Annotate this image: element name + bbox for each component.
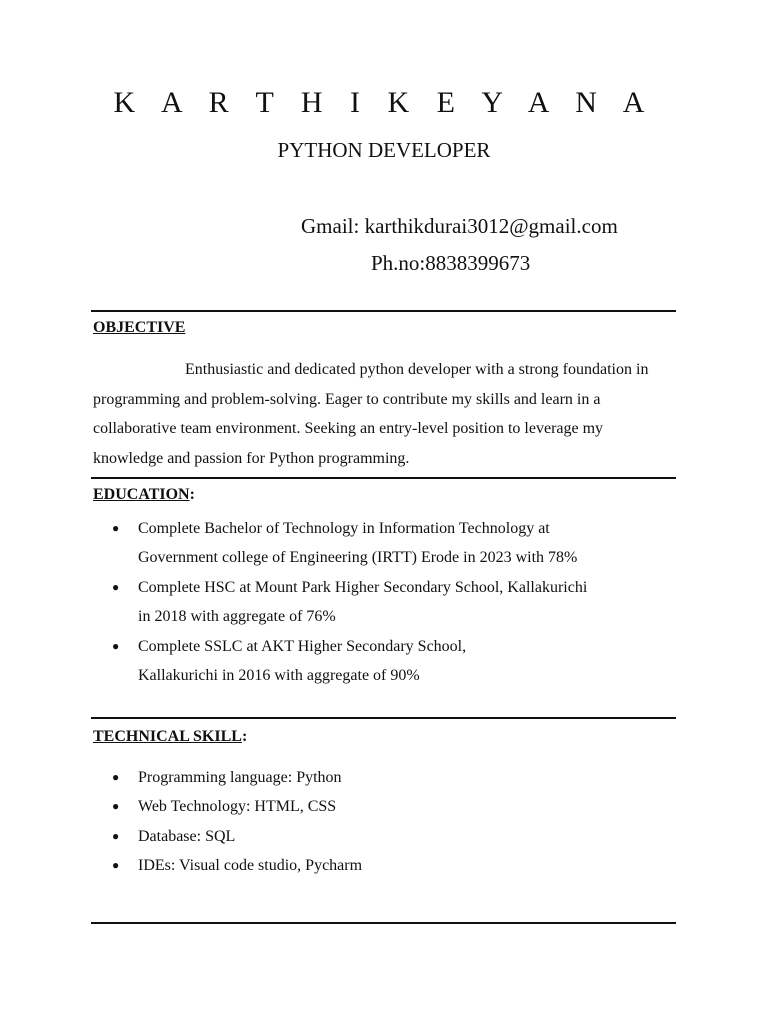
list-item — [112, 632, 672, 691]
list-item — [112, 573, 672, 632]
technical-skill-heading-label: TECHNICAL SKILL — [93, 728, 242, 745]
list-item — [112, 792, 672, 821]
list-item — [112, 851, 672, 880]
bullet-icon: ● — [112, 638, 120, 653]
objective-paragraph: Enthusiastic and dedicated python developer with a strong foundation in programming and problem-solving. Eager to contribute my skills and learn in a collaborative team environment. Seeking an entry-level position to leverage my knowledge and passion for Python programming. — [93, 361, 649, 467]
technical-skill-heading — [93, 728, 247, 746]
education-item-line: in 2018 with aggregate of 76% — [138, 608, 336, 626]
education-item-line: Complete Bachelor of Technology in Information Technology at — [138, 520, 550, 537]
education-heading-colon: : — [189, 486, 195, 503]
education-item-line: Complete SSLC at AKT Higher Secondary School, — [138, 637, 467, 655]
technical-skill-list — [112, 763, 672, 881]
objective-heading — [93, 319, 185, 337]
list-item — [112, 514, 672, 573]
education-item-line: Government college of Engineering (IRTT) Erode in 2023 with 78% — [138, 549, 578, 567]
candidate-name: K A R T H I K E Y A N A — [113, 86, 655, 119]
section-divider — [91, 922, 676, 924]
education-item-line: Complete HSC at Mount Park Higher Secondary School, Kallakurichi — [138, 578, 588, 596]
bullet-icon: ● — [112, 770, 120, 784]
bullet-icon: ● — [112, 521, 120, 535]
list-item — [112, 763, 672, 792]
bullet-icon: ● — [112, 799, 120, 814]
job-title: PYTHON DEVELOPER — [277, 138, 491, 162]
education-list — [112, 514, 672, 690]
email-contact: Gmail: karthikdurai3012@gmail.com — [301, 214, 618, 238]
section-divider — [91, 310, 676, 312]
phone-contact: Ph.no:8838399673 — [371, 251, 531, 275]
section-divider — [91, 717, 676, 719]
technical-skill-heading-colon: : — [241, 728, 248, 745]
bullet-icon: ● — [112, 828, 120, 843]
skill-item: IDEs: Visual code studio, Pycharm — [138, 857, 363, 875]
list-item — [112, 822, 672, 851]
bullet-icon: ● — [112, 858, 120, 873]
education-heading — [93, 486, 195, 504]
objective-heading-label: OBJECTIVE — [93, 319, 186, 336]
skill-item: Web Technology: HTML, CSS — [138, 798, 337, 816]
education-item-line: Kallakurichi in 2016 with aggregate of 90% — [138, 667, 420, 685]
skill-item: Programming language: Python — [138, 769, 342, 786]
skill-item: Database: SQL — [138, 827, 236, 845]
section-divider — [91, 477, 676, 479]
education-heading-label: EDUCATION — [93, 486, 190, 503]
bullet-icon: ● — [112, 579, 120, 594]
